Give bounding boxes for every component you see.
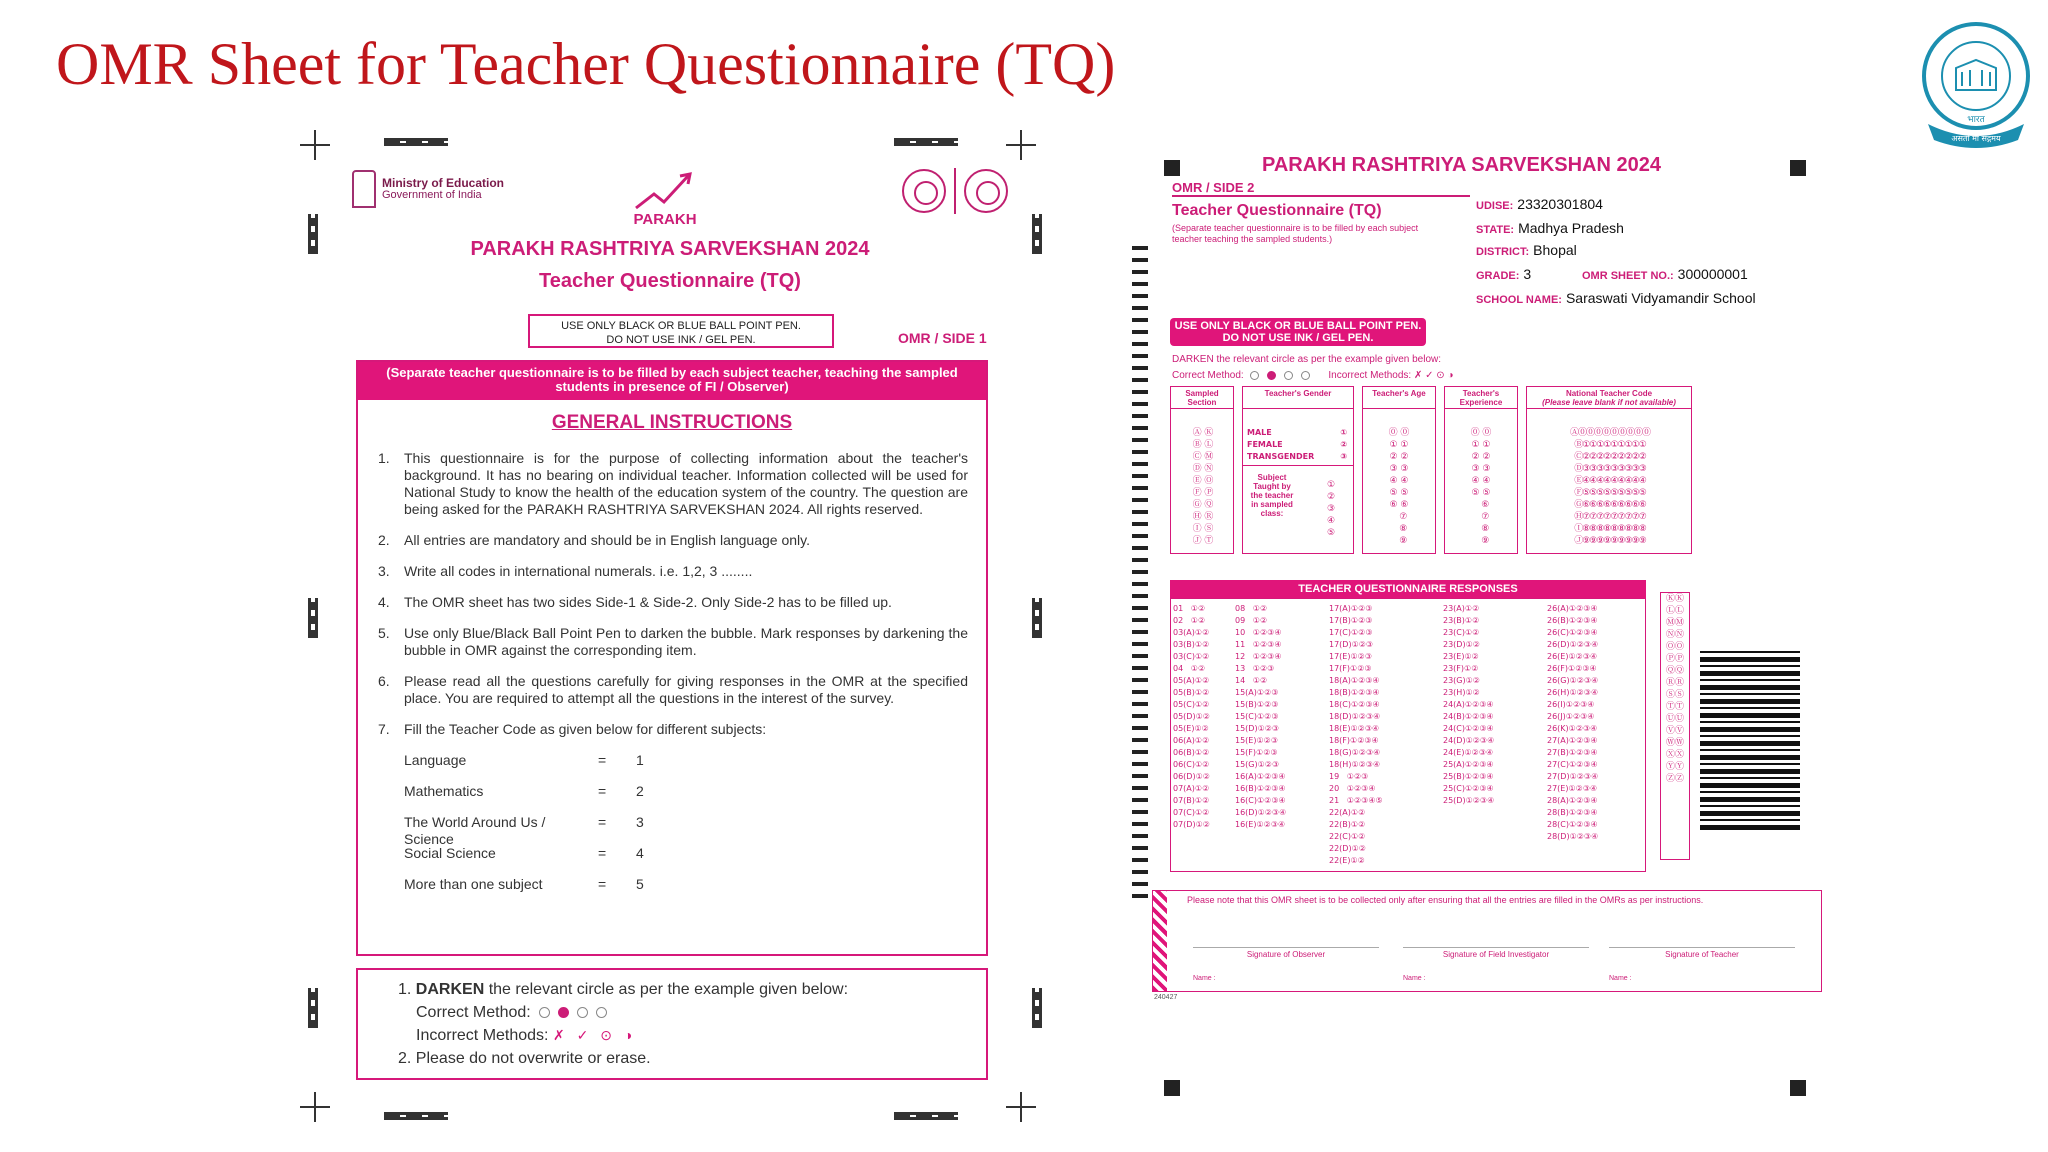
barcode: [1700, 650, 1800, 830]
corner-marker: [1164, 1080, 1180, 1096]
omr-side-2: [1112, 128, 1852, 1128]
timing-mark: [308, 598, 318, 638]
svg-text:असतो मा सद्गमय: असतो मा सद्गमय: [1951, 134, 2001, 143]
pen-instruction: USE ONLY BLACK OR BLUE BALL POINT PEN. DO NOT USE INK / GEL PEN.: [528, 314, 834, 348]
incorrect-marks-icon: ✗ ✓ ⊙ ◑: [552, 1027, 637, 1043]
omr-side-label: OMR / SIDE 2: [1172, 180, 1470, 197]
teacher-details-grid: [1170, 386, 1810, 554]
udise-field: UDISE: 23320301804: [1476, 196, 1603, 212]
timing-mark: [308, 988, 318, 1028]
government-name: Government of India: [382, 189, 482, 201]
slide-title: OMR Sheet for Teacher Questionnaire (TQ): [56, 31, 1116, 97]
instruction-item: 1. This questionnaire is for the purpose of collecting information about the teacher's background. It has no bearing on individual teacher. Information collected will be used for National Study to know the health of the education system of the country. The question are being asked for the PARAKH RASHTRIYA SARVEKSHAN 2024. All rights reserved.: [378, 450, 968, 517]
questionnaire-heading: Teacher Questionnaire (TQ): [539, 270, 801, 292]
instructions-box: [356, 360, 988, 956]
investigator-signature-line[interactable]: Signature of Field Investigator: [1403, 947, 1589, 959]
instruction-item: 3. Write all codes in international numerals. i.e. 1,2, 3 ........: [378, 563, 753, 579]
instruction-list: [378, 450, 968, 907]
teacher-code-row: More than one subject = 5: [404, 876, 644, 892]
national-teacher-code-column[interactable]: National Teacher Code (Please leave blank if not available) Ⓐ⓪⓪⓪⓪⓪⓪⓪⓪⓪ Ⓑ①①①①①①①①① Ⓒ②②②②②②②②② Ⓓ③③③③③③③③③ Ⓔ④④④④④④④④④ Ⓕ⑤⑤⑤⑤⑤⑤⑤⑤⑤ Ⓖ⑥⑥⑥⑥⑥⑥⑥⑥⑥ Ⓗ⑦⑦⑦⑦⑦⑦⑦⑦⑦ Ⓘ⑧⑧⑧⑧⑧⑧⑧⑧⑧ Ⓙ⑨⑨⑨⑨⑨⑨⑨⑨⑨: [1526, 386, 1692, 554]
teacher-code-row: Social Science = 4: [404, 845, 644, 861]
survey-heading: PARAKH RASHTRIYA SARVEKSHAN 2024: [470, 238, 870, 260]
partner-logos: [902, 168, 1008, 214]
name-label: Name :: [1403, 975, 1426, 982]
collection-note: Please note that this OMR sheet is to be collected only after ensuring that all the entries are filled in the OMRs as per instructions.: [1187, 895, 1704, 905]
responses-title: TEACHER QUESTIONNAIRE RESPONSES: [1170, 580, 1646, 598]
teacher-code-row: The World Around Us / Science = 3: [404, 814, 644, 847]
instruction-item: 4. The OMR sheet has two sides Side-1 & Side-2. Only Side-2 has to be filled up.: [378, 594, 892, 610]
teacher-code-row: Language = 1: [404, 752, 644, 768]
grade-field: GRADE: 3: [1476, 266, 1532, 282]
registration-cross: [1006, 130, 1036, 160]
darken-instruction: DARKEN the relevant circle as per the example given below: Correct Method: Incorrect Methods: ✗ ✓ ⊙ ◑: [1172, 354, 1454, 381]
instruction-item: 2. All entries are mandatory and should be in English language only.: [378, 532, 810, 548]
ncert-logo: [902, 169, 946, 213]
bubble-icon: [596, 1007, 607, 1018]
instruction-banner: (Separate teacher questionnaire is to be filled by each subject teacher, teaching the sampled students in presence of FI / Observer): [358, 362, 986, 400]
ministry-logo: [352, 170, 504, 208]
registration-cross: [1006, 1092, 1036, 1122]
omr-side-1: [300, 128, 1040, 1128]
instruction-item: 7. Fill the Teacher Code as given below for different subjects:: [378, 721, 767, 737]
registration-cross: [300, 130, 330, 160]
instruction-item: 5. Use only Blue/Black Ball Point Pen to darken the bubble. Mark responses by darkening the bubble in OMR against the corresponding item.: [378, 625, 968, 658]
teacher-code-row: Mathematics = 2: [404, 783, 644, 799]
name-label: Name :: [1609, 975, 1632, 982]
emblem-icon: [352, 170, 376, 208]
observer-signature-line[interactable]: Signature of Observer: [1193, 947, 1379, 959]
cbse-logo: [1914, 20, 2038, 152]
corner-marker: [1790, 1080, 1806, 1096]
survey-heading: PARAKH RASHTRIYA SARVEKSHAN 2024: [1262, 154, 1661, 176]
signature-section: [1152, 890, 1822, 992]
pen-instruction: USE ONLY BLACK OR BLUE BALL POINT PEN. DO NOT USE INK / GEL PEN.: [1170, 318, 1426, 346]
omr-side-label: OMR / SIDE 1: [898, 330, 987, 346]
name-label: Name :: [1193, 975, 1216, 982]
questionnaire-note: (Separate teacher questionnaire is to be filled by each subject teacher teaching the sampled students.): [1172, 223, 1419, 244]
sampled-section-column[interactable]: Sampled Section Ⓐ Ⓚ Ⓑ Ⓛ Ⓒ Ⓜ Ⓓ Ⓝ Ⓔ Ⓞ Ⓕ Ⓟ Ⓖ Ⓠ Ⓗ Ⓡ Ⓘ Ⓢ Ⓙ Ⓣ: [1170, 386, 1234, 554]
ministry-name: Ministry of Education: [382, 176, 505, 190]
form-code: 240427: [1154, 994, 1178, 1001]
partner-logo: [964, 169, 1008, 213]
incorrect-marks-icon: ✗ ✓ ⊙ ◑: [1413, 370, 1454, 381]
corner-marker: [1164, 160, 1180, 176]
school-name-field: SCHOOL NAME: Saraswati Vidyamandir School: [1476, 290, 1756, 306]
teacher-age-column[interactable]: Teacher's Age ⓪ ⓪ ① ① ② ② ③ ③ ④ ④ ⑤ ⑤ ⑥ ⑥ ⑦ ⑧ ⑨: [1362, 386, 1436, 554]
corner-marker: [1790, 160, 1806, 176]
timing-mark: [1032, 598, 1042, 638]
timing-mark: [1032, 988, 1042, 1028]
bubble-icon: [577, 1007, 588, 1018]
registration-cross: [300, 1092, 330, 1122]
responses-grid[interactable]: 01 ①② 02 ①② 03(A)①② 03(B)①② 03(C)①② 04 ①② 05(A)①② 05(B)①② 05(C)①② 05(D)①② 05(E)①② 06(A)①② 06(B)①② 06(C)①② 06(D)①② 07(A)①② 07(B)①② 07(C)①② 07(D)①② 08 ①② 09 ①② 10 ①②③④ 11 ①②③④ 12 ①②③④ 13 ①②③ 14 ①② 15(A)①②③ 15(B)①②③ 15(C)①②③ 15(D)①②③ 15(E)①②③ 15(F)①②③ 15(G)①②③ 16(A)①②③④ 16(B)①②③④ 16(C)①②③④ 16(D)①②③④ 16(E)①②③④ 17(A)①②③ 17(B)①②③ 17(C)①②③ 17(D)①②③ 17(E)①②③ 17(F)①②③ 18(A)①②③④ 18(B)①②③④ 18(C)①②③④ 18(D)①②③④ 18(E)①②③④ 18(F)①②③④ 18(G)①②③④ 18(H)①②③④ 19 ①②③ 20 ①②③④ 21 ①②③④⑤ 22(A)①② 22(B)①② 22(C)①② 22(D)①② 22(E)①② 23(A)①② 23(B)①② 23(C)①② 23(D)①② 23(E)①② 23(F)①② 23(G)①② 23(H)①② 24(A)①②③④ 24(B)①②③④ 24(C)①②③④ 24(D)①②③④ 24(E)①②③④ 25(A)①②③④ 25(B)①②③④ 25(C)①②③④ 25(D)①②③④ 26(A)①②③④ 26(B)①②③④ 26(C)①②③④ 26(D)①②③④ 26(E)①②③④ 26(F)①②③④ 26(G)①②③④ 26(H)①②③④ 26(I)①②③④ 26(J)①②③④ 26(K)①②③④ 27(A)①②③④ 27(B)①②③④ 27(C)①②③④ 27(D)①②③④ 27(E)①②③④ 28(A)①②③④ 28(B)①②③④ 28(C)①②③④ 28(D)①②③④: [1170, 598, 1646, 872]
omr-sheet-number-field: OMR SHEET NO.: 300000001: [1582, 266, 1748, 282]
questionnaire-heading: Teacher Questionnaire (TQ): [1172, 202, 1382, 219]
tear-strip: [1153, 891, 1167, 991]
parakh-logo: [630, 168, 700, 228]
timing-mark: [894, 1112, 958, 1120]
teacher-signature-line[interactable]: Signature of Teacher: [1609, 947, 1795, 959]
general-instructions-title: GENERAL INSTRUCTIONS: [551, 412, 793, 433]
svg-text:PARAKH: PARAKH: [633, 211, 697, 228]
state-field: STATE: Madhya Pradesh: [1476, 220, 1624, 236]
timing-mark: [384, 1112, 448, 1120]
timing-mark: [384, 138, 448, 146]
teacher-experience-column[interactable]: Teacher's Experience ⓪ ⓪ ① ① ② ② ③ ③ ④ ④ ⑤ ⑤ ⑥ ⑦ ⑧ ⑨: [1444, 386, 1518, 554]
district-field: DISTRICT: Bhopal: [1476, 242, 1577, 258]
code-letter-bubbles[interactable]: ⓀⓀ ⓁⓁ ⓂⓂ ⓃⓃ ⓄⓄ ⓅⓅ ⓆⓆ ⓇⓇ ⓈⓈ ⓉⓉ ⓊⓊ ⓋⓋ ⓌⓌ ⓍⓍ ⓎⓎ ⓏⓏ: [1660, 592, 1690, 860]
svg-text:भारत: भारत: [1967, 115, 1985, 125]
bubble-icon: [539, 1007, 550, 1018]
marking-example-box: 1. DARKEN the relevant circle as per the example given below: Correct Method: Incorrect Methods: ✗ ✓ ⊙ ◑ 2. Please do not overwrite or erase.: [356, 968, 988, 1080]
filled-bubble-icon: [558, 1007, 569, 1018]
timing-track: [1132, 238, 1148, 898]
instruction-item: 6. Please read all the questions carefully for giving responses in the OMR at the specified place. You are required to attempt all the questions in the interest of the survey.: [378, 673, 968, 706]
overwrite-instruction: 2. Please do not overwrite or erase.: [398, 1050, 651, 1067]
teacher-gender-column[interactable]: Teacher's Gender MALE ① FEMALE ② TRANSGENDER ③ Subject Taught by the teacher in sampled class: ① ② ③ ④ ⑤: [1242, 386, 1354, 554]
timing-mark: [894, 138, 958, 146]
